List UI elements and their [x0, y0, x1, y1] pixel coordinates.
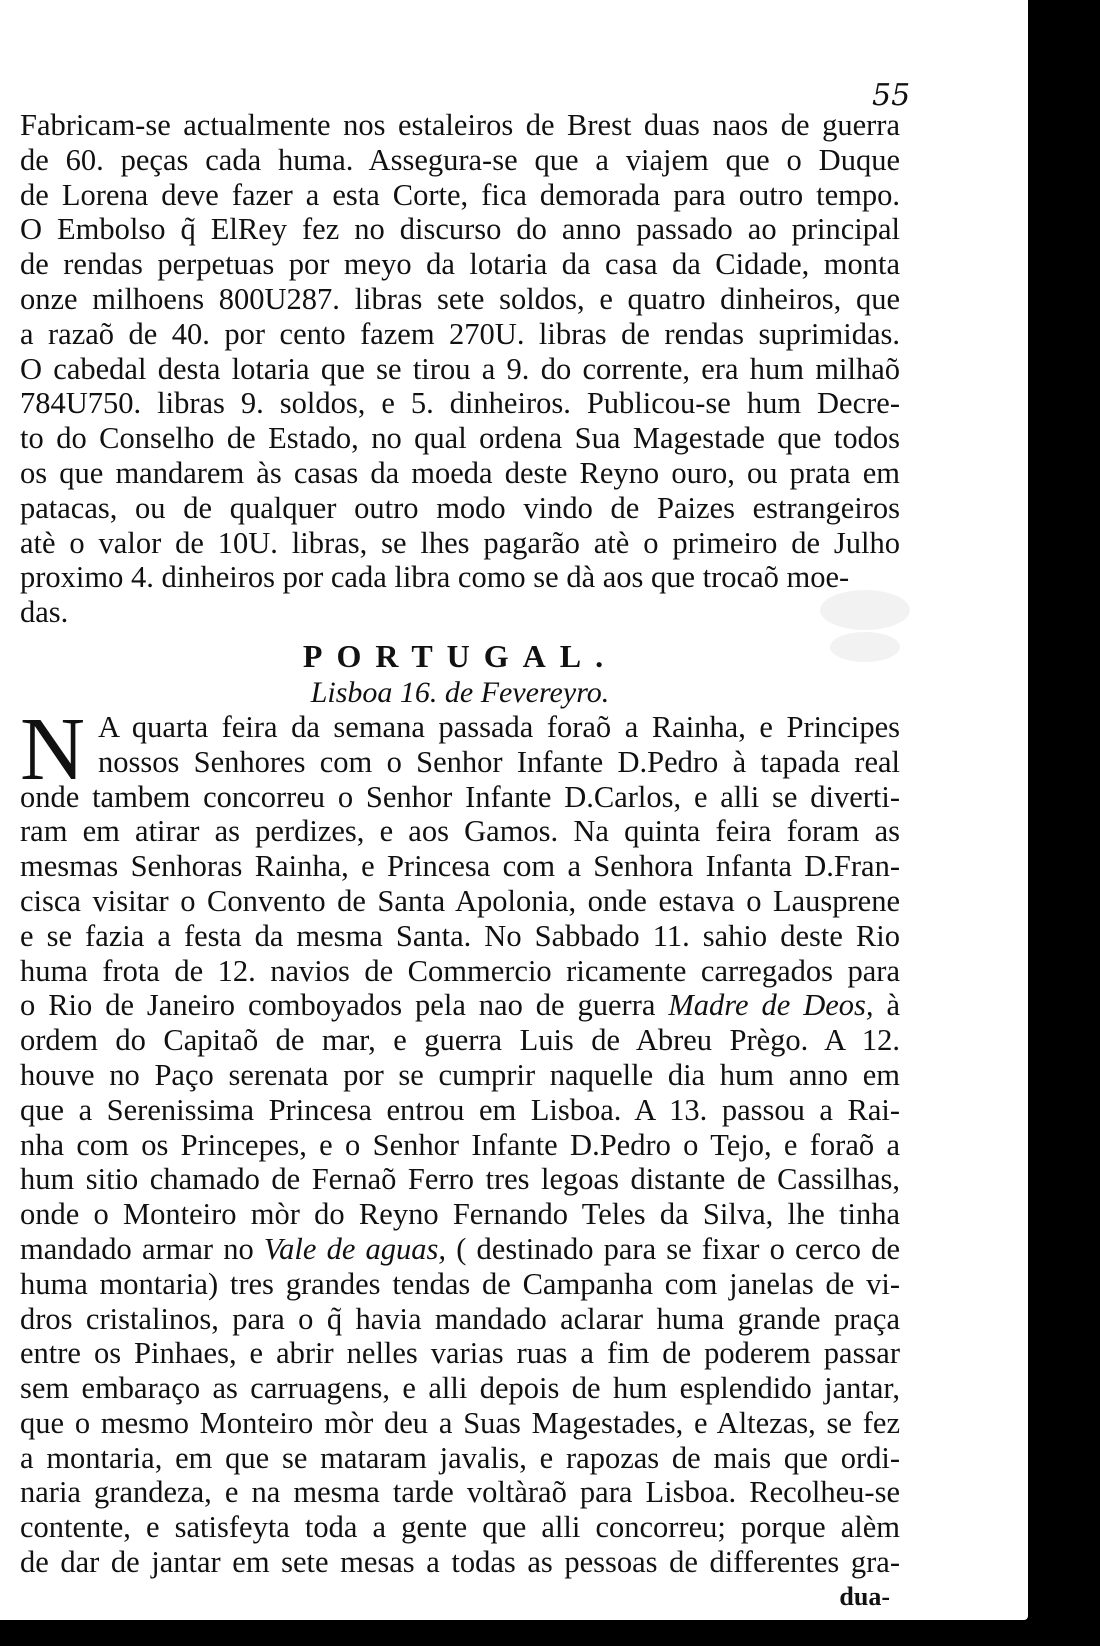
text-line: de dar de jantar em sete mesas a todas as pessoas de differentes gra-: [20, 1545, 900, 1580]
text-line: naria grandeza, e na mesma tarde voltàraõ para Lisboa. Recolheu-se: [20, 1475, 900, 1510]
text-line: to do Conselho de Estado, no qual ordena Sua Magestade que todos: [20, 421, 900, 456]
text-line: onze milhoens 800U287. libras sete soldos, e quatro dinheiros, que: [20, 281, 900, 316]
text-line: 784U750. libras 9. soldos, e 5. dinheiros. Publicou-se hum Decre-: [20, 386, 900, 421]
line-tail: à: [886, 988, 900, 1023]
paragraph-2: [20, 699, 900, 1580]
text-line: cisca visitar o Convento de Santa Apolonia, onde estava o Lausprene: [20, 883, 900, 918]
text-line: a montaria, em que se mataram javalis, e rapozas de mais que ordi-: [20, 1440, 900, 1475]
text-line: a razaõ de 40. por cento fazem 270U. libras de rendas suprimidas.: [20, 316, 900, 351]
ship-name: Madre de Deos,: [668, 988, 887, 1023]
text-line: nha com os Princepes, e o Senhor Infante D.Pedro o Tejo, e foraõ a: [20, 1127, 900, 1162]
text-line: [20, 988, 900, 1023]
paragraph-2-lines: [20, 780, 900, 1580]
line-tail: ( destinado para se fixar o cerco de: [456, 1231, 900, 1266]
text-line: A quarta feira da semana passada foraõ a Rainha, e Principes: [98, 709, 900, 744]
text-line: huma frota de 12. navios de Commercio ricamente carregados para: [20, 953, 900, 988]
drop-cap: N: [20, 699, 85, 799]
text-line: O cabedal desta lotaria que se tirou a 9. do corrente, era hum milhaõ: [20, 351, 900, 386]
text-line: contente, e satisfeyta toda a gente que alli concorreu; porque alèm: [20, 1510, 900, 1545]
text-line: houve no Paço serenata por se cumprir naquelle dia hum anno em: [20, 1057, 900, 1092]
text-line: das.: [20, 595, 69, 630]
catchword: dua-: [839, 1581, 890, 1611]
text-line: onde tambem concorreu o Senhor Infante D.Carlos, e alli se diverti-: [20, 779, 900, 814]
text-line: que a Serenissima Princesa entrou em Lisboa. A 13. passou a Rai-: [20, 1092, 900, 1127]
text-line: que o mesmo Monteiro mòr deu a Suas Magestades, e Altezas, se fez: [20, 1405, 900, 1440]
text-line: de 60. peças cada huma. Assegura-se que a viajem que o Duque: [20, 142, 900, 177]
body-text: [20, 108, 900, 1615]
dateline: Lisboa 16. de Fevereyro.: [310, 675, 610, 709]
text-line: entre os Pinhaes, e abrir nelles varias ruas a fim de poderem passar: [20, 1336, 900, 1371]
paragraph-1: [20, 108, 900, 630]
text-line: sem embaraço as carruagens, e alli depois de hum esplendido jantar,: [20, 1371, 900, 1406]
text-line: proximo 4. dinheiros por cada libra como se dà aos que trocaõ moe-: [20, 560, 850, 595]
text-line: patacas, ou de qualquer outro modo vindo de Paizes estrangeiros: [20, 490, 900, 525]
text-line: ordem do Capitaõ de mar, e guerra Luis de Abreu Prègo. A 12.: [20, 1023, 900, 1058]
text-line: hum sitio chamado de Fernaõ Ferro tres legoas distante de Cassilhas,: [20, 1162, 900, 1197]
text-line: O Embolso q̃ ElRey fez no discurso do anno passado ao principal: [20, 212, 900, 247]
line-text: mandado armar no: [20, 1231, 264, 1266]
text-line: dros cristalinos, para o q̃ havia mandado aclarar huma grande praça: [20, 1301, 900, 1336]
text-line: [20, 1232, 900, 1267]
paragraph-2-indented-lines: [20, 710, 900, 780]
text-line: ram em atirar as perdizes, e aos Gamos. Na quinta feira foram as: [20, 814, 900, 849]
text-line: Fabricam-se actualmente nos estaleiros de Brest duas naos de guerra: [20, 108, 900, 142]
text-line: mesmas Senhoras Rainha, e Princesa com a Senhora Infanta D.Fran-: [20, 849, 900, 884]
text-line: atè o valor de 10U. libras, se lhes pagarão atè o primeiro de Julho: [20, 525, 900, 560]
place-name: Vale de aguas,: [263, 1231, 457, 1266]
text-line: os que mandarem às casas da moeda deste Reyno ouro, ou prata em: [20, 455, 900, 490]
text-line: e se fazia a festa da mesma Santa. No Sabbado 11. sahio deste Rio: [20, 918, 900, 953]
text-line: de Lorena deve fazer a esta Corte, fica demorada para outro tempo.: [20, 177, 900, 212]
section-title: PORTUGAL.: [302, 637, 618, 674]
line-text: o Rio de Janeiro comboyados pela nao de guerra: [20, 988, 669, 1023]
text-line: huma montaria) tres grandes tendas de Campanha com janelas de vi-: [20, 1266, 900, 1301]
text-line: de rendas perpetuas por meyo da lotaria da casa da Cidade, monta: [20, 247, 900, 282]
text-line: nossos Senhores com o Senhor Infante D.Pedro à tapada real: [98, 744, 900, 779]
page-number: 55: [872, 78, 911, 113]
text-line: onde o Monteiro mòr do Reyno Fernando Teles da Silva, lhe tinha: [20, 1197, 900, 1232]
